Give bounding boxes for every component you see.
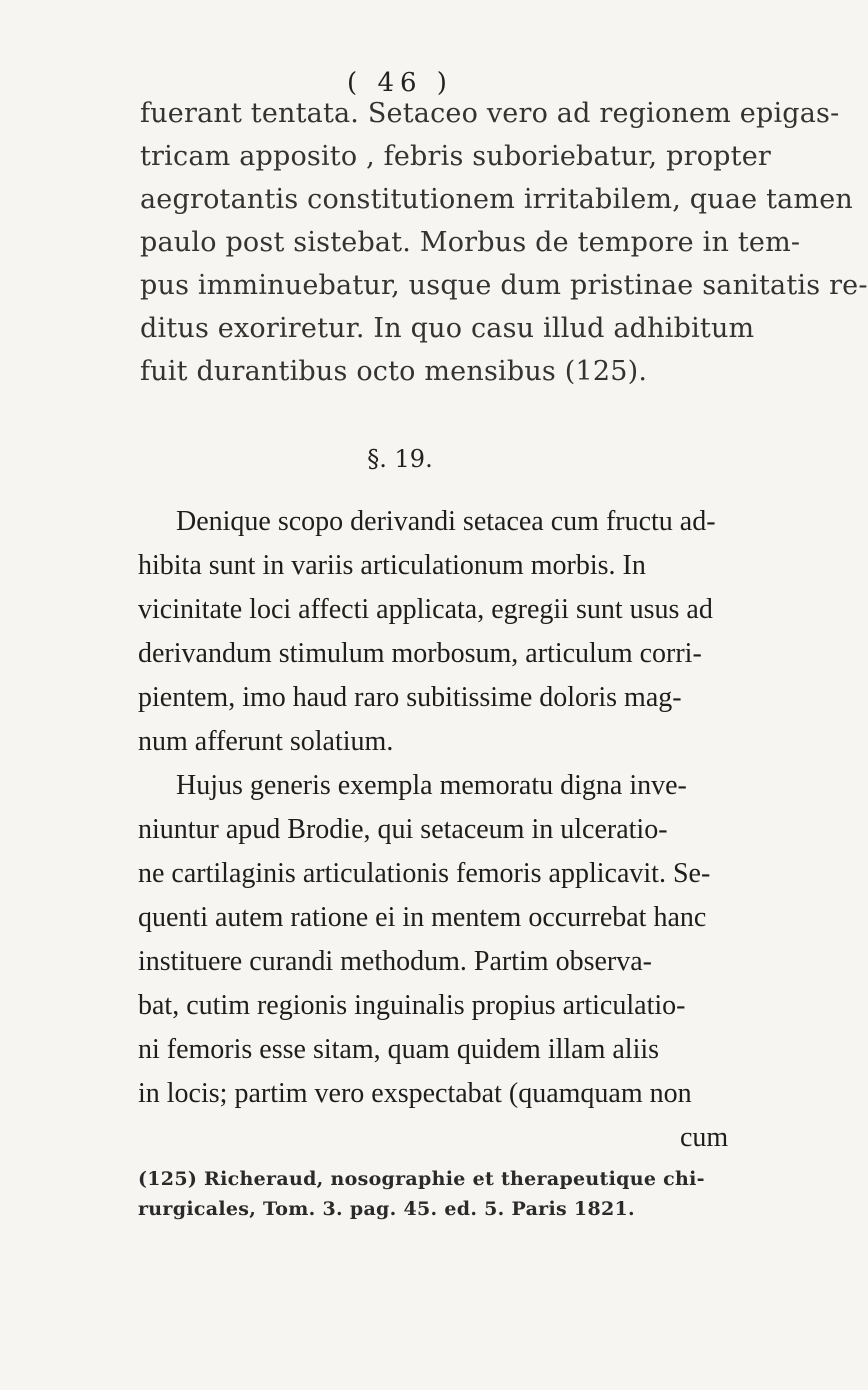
text-line: fuerant tentata. Setaceo vero ad regionem epigas- (140, 98, 840, 129)
text-line: tricam apposito , febris suboriebatur, propter (140, 141, 771, 172)
text-line: aegrotantis constitutionem irritabilem, quae tamen (140, 184, 854, 215)
text-line: ditus exoriretur. In quo casu illud adhibitum (140, 313, 755, 344)
text-line: instituere curandi methodum. Partim observa- (138, 946, 652, 977)
text-line: pus imminuebatur, usque dum pristinae sanitatis re- (140, 270, 868, 301)
text-line: quenti autem ratione ei in mentem occurrebat hanc (138, 902, 707, 933)
text-line: bat, cutim regionis inguinalis propius articulatio- (138, 990, 686, 1021)
text-line: in locis; partim vero exspectabat (quamquam non (138, 1078, 692, 1109)
text-line: hibita sunt in variis articulationum morbis. In (138, 550, 646, 581)
text-line: niuntur apud Brodie, qui setaceum in ulceratio- (138, 814, 668, 845)
footnote-line: rurgicales, Tom. 3. pag. 45. ed. 5. Paris 1821. (138, 1198, 635, 1220)
text-line: vicinitate loci affecti applicata, egregii sunt usus ad (138, 594, 713, 625)
footnote-line: (125) Richeraud, nosographie et therapeutique chi- (138, 1168, 705, 1190)
text-line: fuit durantibus octo mensibus (125). (140, 356, 648, 387)
text-line: num afferunt solatium. (138, 726, 394, 757)
catchword: cum (680, 1122, 729, 1153)
page-number: ( 46 ) (347, 68, 453, 98)
text-line: derivandum stimulum morbosum, articulum corri- (138, 638, 702, 669)
text-line: Hujus generis exempla memoratu digna inve- (176, 770, 687, 801)
section-heading: §. 19. (367, 445, 433, 473)
text-line: ni femoris esse sitam, quam quidem illam aliis (138, 1034, 660, 1065)
text-line: Denique scopo derivandi setacea cum fructu ad- (176, 506, 716, 537)
text-line: paulo post sistebat. Morbus de tempore in tem- (140, 227, 801, 258)
text-line: pientem, imo haud raro subitissime doloris mag- (138, 682, 682, 713)
text-line: ne cartilaginis articulationis femoris applicavit. Se- (138, 858, 711, 889)
